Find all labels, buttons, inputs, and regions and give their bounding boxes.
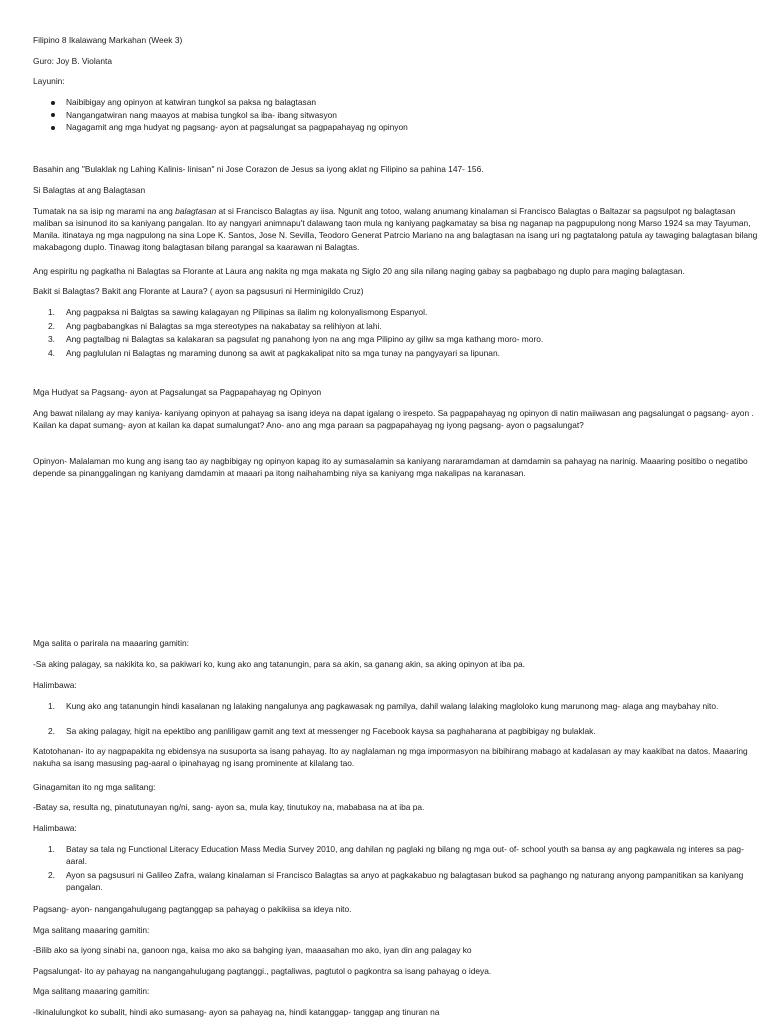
examples-opinion-list (33, 700, 761, 737)
teacher-line: Guro: Joy B. Violanta (33, 56, 112, 66)
words-list: -Sa aking palagay, sa nakikita ko, sa pakiwari ko, kung ako ang tatanungin, para sa akin, sa ganang akin, sa aking opinyon at iba pa. (33, 659, 525, 669)
disagree-words-list: -Ikinalulungkot ko subalit, hindi ako sumasang- ayon sa pahayag na, hindi katanggap- tanggap ang tinuran na (33, 1007, 440, 1017)
objective-item: Nangangatwiran nang maayos at mabisa tungkol sa iba- ibang sitwasyon (33, 109, 761, 122)
example-label: Halimbawa: (33, 680, 77, 690)
bullet-icon (51, 113, 55, 117)
section-title-balagtas: Si Balagtas at ang Balagtasan (33, 185, 146, 195)
paragraph-pagsalungat: Pagsalungat- ito ay pahayag na nangangahulugang pagtanggi., pagtaliwas, pagtutol o pagkontra sa isang pahayag o ideya. (33, 966, 492, 976)
agree-words-list: -Bilib ako sa iyong sinabi na, ganoon nga, kaisa mo ako sa bahging iyan, maaasahan mo ako, iyan din ang palagay ko (33, 945, 472, 955)
reason-item: 1. Ang pagpaksa ni Balgtas sa sawing kalagayan ng Pilipinas sa ilalim ng kolonyalismong Espanyol. (48, 307, 428, 317)
objective-item: Nagagamit ang mga hudyat ng pagsang- ayon at pagsalungat sa pagpapahayag ng opinyon (33, 121, 761, 134)
reason-item: 3. Ang pagtalbag ni Balagtas sa kalakaran sa pagsulat ng panahong iyon na ang mga Pilipino ay giliw sa mga kathang moro- moro. (48, 334, 544, 344)
paragraph-opinyon-definition: Opinyon- Malalaman mo kung ang isang tao ay nagbibigay ng opinyon kapag ito ay sumasalamin sa kaniyang nararamdaman at damdamin sa pahayag na narinig. Maaaring positibo o negatibo depende sa pinanggalingan ng kaniyang damdamin at maaari pa itong naihahambing niya sa kaniyang mga nakalipas na karanasan. (33, 456, 748, 478)
example-item: 2. Ayon sa pagsusuri ni Galileo Zafra, walang kinalaman si Francisco Balagtas sa anyo at pagkakabuo ng balagtasan bukod sa paghango ng naturang anyong pampanitikan sa kaniyang pangalan. (48, 870, 744, 892)
agree-words-heading: Mga salitang maaaring gamitin: (33, 925, 150, 935)
example-item: 2. Sa aking palagay, higit na epektibo ang panliligaw gamit ang text at messenger ng Facebook kaysa sa paghaharana at pagbibigay ng bulaklak. (48, 726, 596, 736)
fact-words-heading: Ginagamitan ito ng mga salitang: (33, 782, 156, 792)
objectives-list (33, 96, 761, 134)
reading-instruction: Basahin ang "Bulaklak ng Lahing Kalinis- linisan" ni Jose Corazon de Jesus sa iyong aklat ng Filipino sa pahina 147- 156. (33, 164, 484, 174)
reason-item: 4. Ang paglululan ni Balagtas ng maraming dunong sa awit at pagkakalipat nito sa mga tunay na pangyayari sa lipunan. (48, 347, 500, 358)
paragraph-pagsang-ayon: Pagsang- ayon- nangangahulugang pagtanggap sa pahayag o pakikiisa sa ideya nito. (33, 904, 352, 914)
paragraph-espiritu: Ang espiritu ng pagkatha ni Balagtas sa Florante at Laura ang nakita ng mga makata ng Siglo 20 ang sila nilang naging gabay sa pagbabago ng duplo para maging balagtasan. (33, 266, 685, 276)
bullet-icon (51, 101, 55, 105)
section-title-hudyat: Mga Hudyat sa Pagsang- ayon at Pagsalungat sa Pagpapahayag ng Opinyon (33, 387, 322, 397)
example-label: Halimbawa: (33, 823, 77, 833)
course-line: Filipino 8 Ikalawang Markahan (Week 3) (33, 35, 183, 45)
examples-fact-list (33, 843, 761, 893)
reasons-list (33, 306, 761, 360)
disagree-words-heading: Mga salitang maaaring gamitin: (33, 986, 150, 996)
bullet-icon (51, 126, 55, 130)
paragraph-balagtasan-origin: Tumatak na sa isip ng marami na ang balagtasan at si Francisco Balagtas ay iisa. Ngunit ang totoo, walang anumang kinalaman si Francisco Balagtas o Baltazar sa pagsulpot ng balagtasan maliban sa isinunod ito sa kaniyang pangalan. Ito ay nangyari animnapu't dalawang taon mula ng kaniyang pagkamatay sa bisa ng naganap na pagpupulong nong Marso 1924 sa may Tayuman, Manila. itinataya ng mga nagpulong na sina Lope K. Santos, Jose N. Sevilla, Teodoro Generat Patrcio Mariano na ang balagtasan na isang uri ng pagtatalong patula ay tawaging balagtasan bilang makabagong duplo. Tinawag itong balagtasan bilang parangal sa kaarawan ni Balagtas. (33, 206, 758, 252)
paragraph-intro-opinyon: Ang bawat nilalang ay may kaniya- kaniyang opinyon at pahayag sa isang ideya na dapat igalang o irespeto. Sa pagpapahayag ng opinyon di natin maiiwasan ang pagsalungat o pagsang- ayon . Kailan ka dapat sumang- ayon at kailan ka dapat sumalungat? Ano- ano ang mga paraan sa pagpapahayag ng iyong pagsang- ayon o pagsalungat? (33, 408, 754, 430)
question-line: Bakit si Balagtas? Bakit ang Florante at Laura? ( ayon sa pagsusuri ni Herminigildo Cruz) (33, 286, 364, 296)
example-item: 1. Batay sa tala ng Functional Literacy Education Mass Media Survey 2010, ang dahilan ng paglaki ng bilang ng mga out- of- school youth sa bansa ay ang pagkawala ng interes sa pag- aaral. (48, 844, 744, 866)
words-heading: Mga salita o parirala na maaaring gamitin: (33, 638, 189, 648)
fact-words-list: -Batay sa, resulta ng, pinatutunayan ng/ni, sang- ayon sa, mula kay, tinutukoy na, mababasa na at iba pa. (33, 802, 425, 812)
paragraph-katotohanan: Katotohanan- ito ay nagpapakita ng ebidensya na susuporta sa isang pahayag. Ito ay naglalaman ng mga impormasyon na bibihirang mabago at kadalasan ay may kaakibat na datos. Maaaring nakuha sa isang masusing pag-aaral o ipinahayag ng isang prominente at kilalang tao. (33, 746, 748, 768)
objective-item: Naibibigay ang opinyon at katwiran tungkol sa paksa ng balagtasan (33, 96, 761, 109)
objectives-heading: Layunin: (33, 76, 65, 86)
example-item: 1. Kung ako ang tatanungin hindi kasalanan ng lalaking nangalunya ang pagkawasak ng pamilya, dahil walang lalaking magloloko kung marunong mag- alaga ang maybahay nito. (48, 701, 719, 711)
reason-item: 2. Ang pagbabangkas ni Balagtas sa mga stereotypes na nakabatay sa relihiyon at lahi. (48, 320, 382, 331)
